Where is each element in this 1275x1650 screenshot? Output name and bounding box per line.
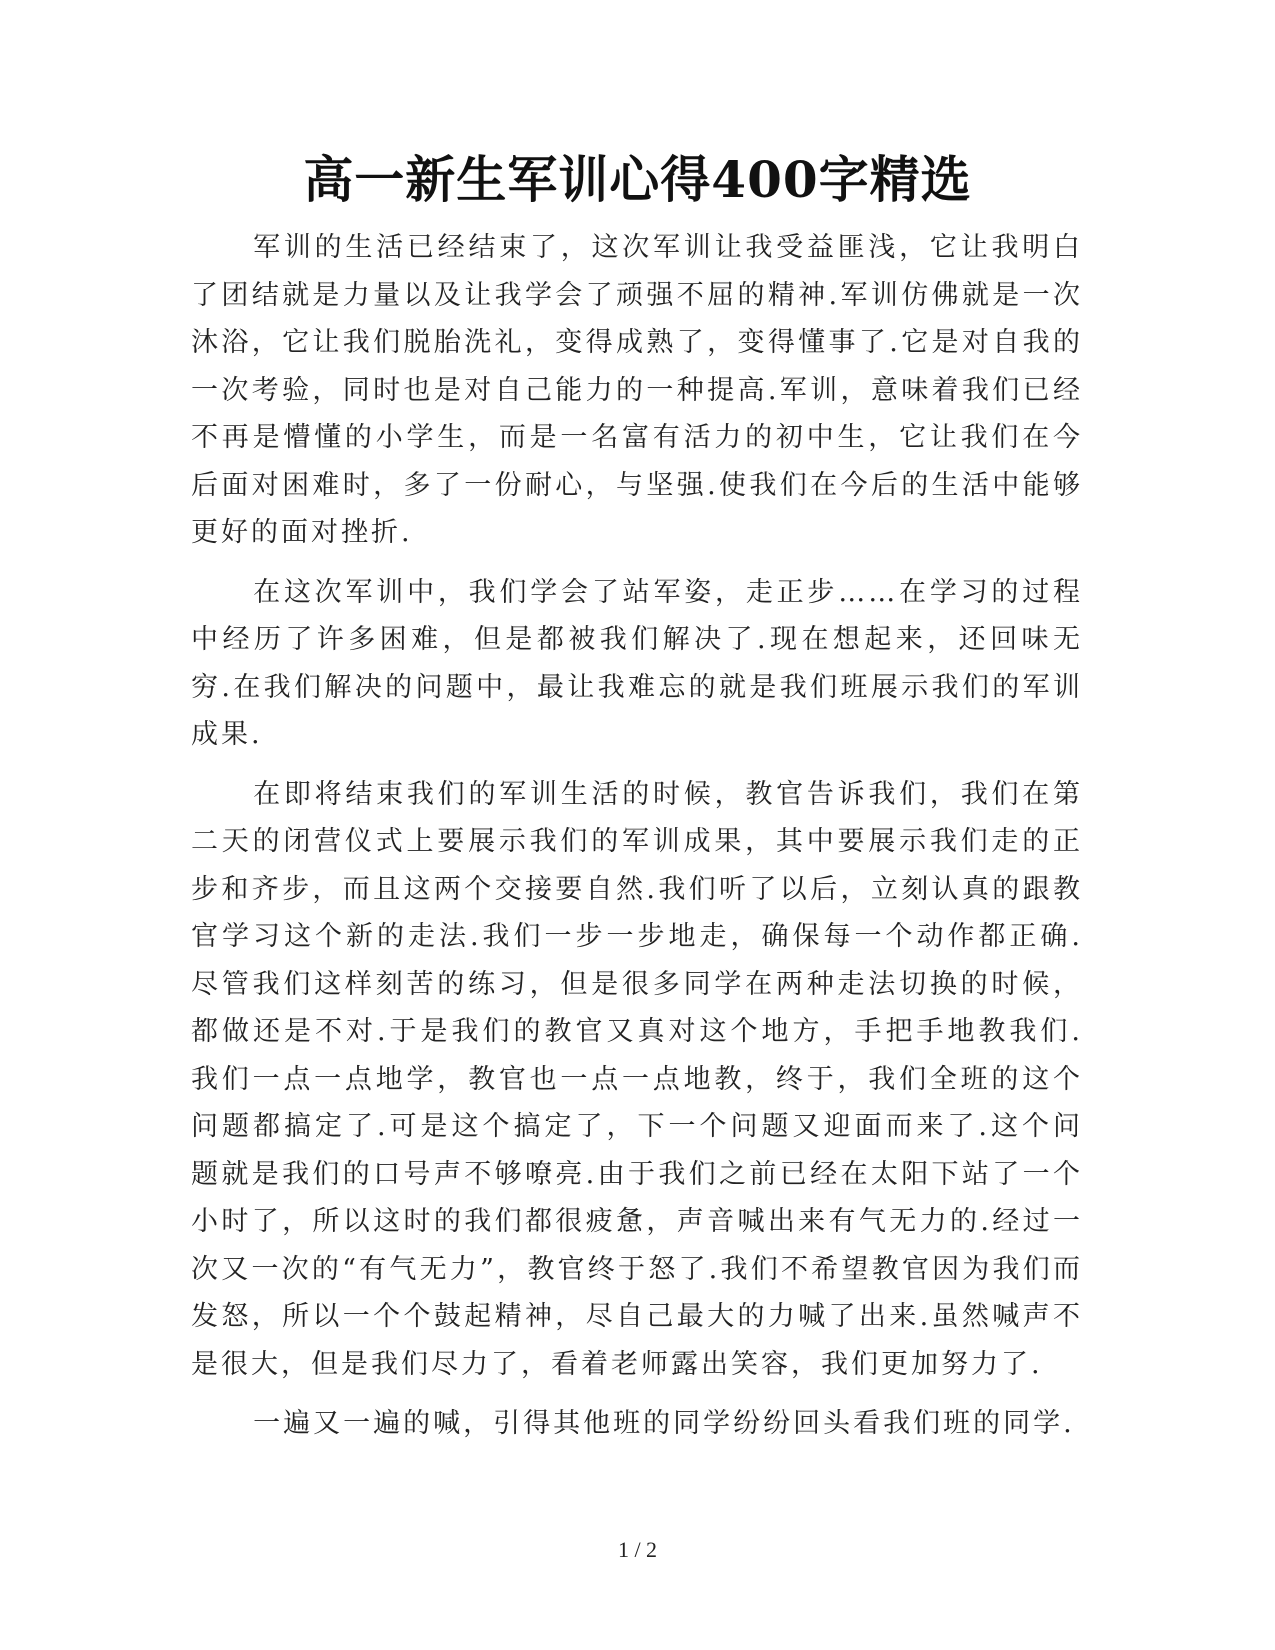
page-number: 1 / 2 <box>617 1537 658 1562</box>
paragraph-1: 军训的生活已经结束了，这次军训让我受益匪浅，它让我明白了团结就是力量以及让我学会了顽强不屈的精神.军训仿佛就是一次沐浴，它让我们脱胎洗礼，变得成熟了，变得懂事了.它是对自我的一次考验，同时也是对自己能力的一种提高.军训，意味着我们已经不再是懵懂的小学生，而是一名富有活力的初中生，它让我们在今后面对困难时，多了一份耐心，与坚强.使我们在今后的生活中能够更好的面对挫折. <box>191 232 1083 548</box>
paragraph-2: 在这次军训中，我们学会了站军姿，走正步……在学习的过程中经历了许多困难，但是都被我们解决了.现在想起来，还回味无穷.在我们解决的问题中，最让我难忘的就是我们班展示我们的军训成果. <box>191 576 1083 750</box>
document-body <box>191 224 1083 1460</box>
paragraph-3: 在即将结束我们的军训生活的时候，教官告诉我们，我们在第二天的闭营仪式上要展示我们的军训成果，其中要展示我们走的正步和齐步，而且这两个交接要自然.我们听了以后，立刻认真的跟教官学习这个新的走法.我们一步一步地走，确保每一个动作都正确.尽管我们这样刻苦的练习，但是很多同学在两种走法切换的时候，都做还是不对.于是我们的教官又真对这个地方，手把手地教我们.我们一点一点地学，教官也一点一点地教，终于，我们全班的这个问题都搞定了.可是这个搞定了，下一个问题又迎面而来了.这个问题就是我们的口号声不够嘹亮.由于我们之前已经在太阳下站了一个小时了，所以这时的我们都很疲惫，声音喊出来有气无力的.经过一次又一次的“有气无力”，教官终于怒了.我们不希望教官因为我们而发怒，所以一个个鼓起精神，尽自己最大的力喊了出来.虽然喊声不是很大，但是我们尽力了，看着老师露出笑容，我们更加努力了. <box>191 778 1083 1380</box>
document-title: 高一新生军训心得400字精选 <box>303 150 972 209</box>
paragraph-4: 一遍又一遍的喊，引得其他班的同学纷纷回头看我们班的同学. <box>253 1408 1075 1439</box>
